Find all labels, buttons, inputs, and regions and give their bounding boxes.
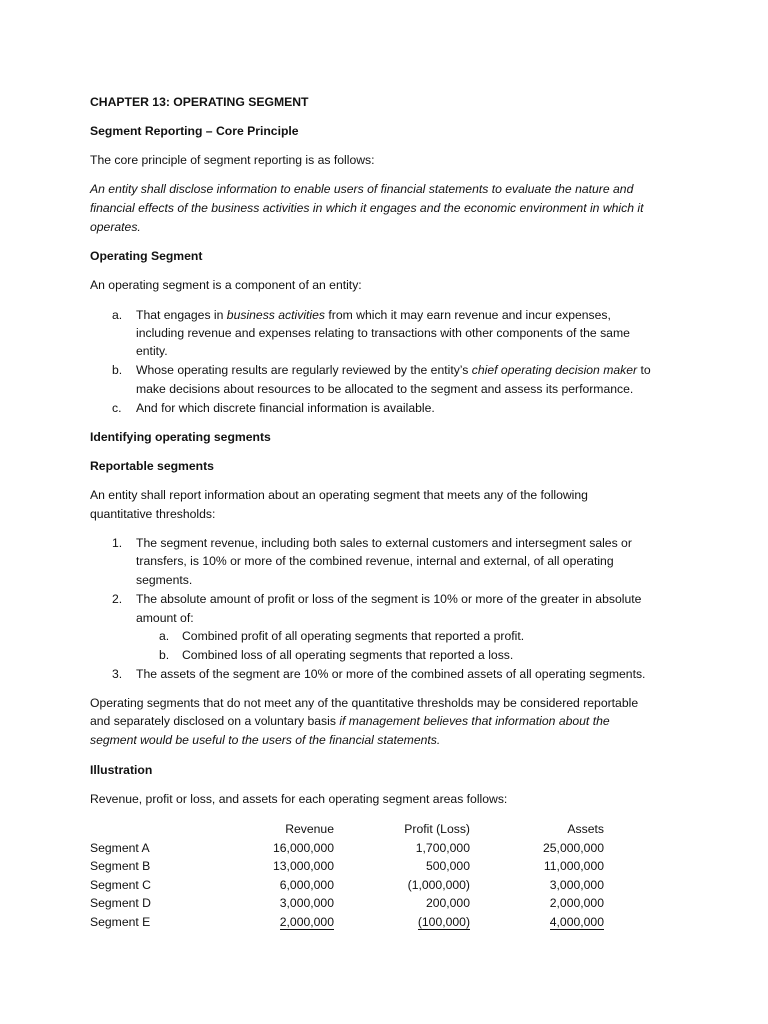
text-segment: from which it may earn revenue and incur expenses, [325, 308, 611, 322]
list-marker: 1. [112, 536, 123, 550]
operating-segment-intro: An operating segment is a component of an entity: [90, 278, 362, 292]
text-segment: and separately disclosed on a voluntary basis [90, 714, 340, 728]
emphasis-text: business activities [226, 308, 326, 322]
list-item-line [136, 306, 611, 325]
reportable-intro-line-1: An entity shall report information about an operating segment that meets any of the following [90, 488, 588, 502]
identifying-heading: Identifying operating segments [90, 430, 271, 444]
table-row [90, 857, 604, 876]
profit-cell: (1,000,000) [407, 877, 470, 892]
reportable-heading: Reportable segments [90, 459, 214, 473]
assets-cell: 3,000,000 [549, 877, 604, 892]
core-principle-intro: The core principle of segment reporting is as follows: [90, 153, 375, 167]
column-header: Assets [567, 822, 604, 836]
list-item-line: And for which discrete financial information is available. [136, 401, 435, 415]
list-marker: b. [159, 648, 170, 662]
core-principle-heading: Segment Reporting – Core Principle [90, 124, 299, 138]
segment-name-cell: Segment C [90, 877, 151, 892]
list-marker: 3. [112, 667, 123, 681]
list-item-line: including revenue and expenses relating to transactions with other components of the same [136, 326, 630, 340]
table-header-row [90, 820, 604, 839]
list-marker: c. [112, 401, 122, 415]
list-item-line: The absolute amount of profit or loss of the segment is 10% or more of the greater in absolute [136, 592, 642, 606]
list-item-line: make decisions about resources to be allocated to the segment and assess its performance. [136, 382, 634, 396]
table-row [90, 876, 604, 895]
segment-name-cell: Segment D [90, 896, 151, 911]
segment-name-cell: Segment E [90, 914, 151, 929]
operating-segment-heading: Operating Segment [90, 249, 203, 263]
revenue-cell: 3,000,000 [279, 896, 334, 911]
revenue-cell [250, 913, 334, 932]
underlined-value: 2,000,000 [279, 914, 334, 929]
list-item-line: The segment revenue, including both sales to external customers and intersegment sales or [136, 536, 632, 550]
assets-cell: 25,000,000 [543, 840, 604, 855]
list-marker: a. [112, 308, 123, 322]
list-item-line: transfers, is 10% or more of the combined revenue, internal and external, of all operating [136, 554, 614, 568]
assets-cell: 2,000,000 [549, 896, 604, 911]
assets-cell [470, 913, 604, 932]
sub-list-item: Combined loss of all operating segments that reported a loss. [182, 648, 514, 662]
assets-cell: 11,000,000 [543, 859, 604, 874]
list-item-line [136, 361, 651, 380]
illustration-heading: Illustration [90, 763, 153, 777]
list-item-line: segments. [136, 573, 193, 587]
note-line-1: Operating segments that do not meet any of the quantitative thresholds may be considered reportable [90, 696, 639, 710]
note-line-3: segment would be useful to the users of the financial statements. [90, 733, 441, 747]
column-header [90, 820, 250, 839]
list-item-line: amount of: [136, 611, 194, 625]
revenue-cell: 13,000,000 [273, 859, 334, 874]
profit-cell: 200,000 [425, 896, 470, 911]
underlined-value: (100,000) [417, 914, 470, 929]
revenue-cell: 6,000,000 [279, 877, 334, 892]
text-segment: Whose operating results are regularly reviewed by the entity’s [136, 363, 472, 377]
list-item-line: The assets of the segment are 10% or more of the combined assets of all operating segments. [136, 667, 646, 681]
table-row [90, 894, 604, 913]
emphasis-text: chief operating decision maker [471, 363, 638, 377]
underlined-value: 4,000,000 [549, 914, 604, 929]
list-marker: 2. [112, 592, 123, 606]
profit-cell: 500,000 [425, 859, 470, 874]
column-header: Revenue [285, 822, 334, 836]
profit-cell: 1,700,000 [415, 840, 470, 855]
list-marker: a. [159, 629, 170, 643]
list-marker: b. [112, 363, 123, 377]
table-row [90, 839, 604, 858]
segment-name-cell: Segment A [90, 840, 150, 855]
statement-line-2: financial effects of the business activities in which it engages and the economic environment in which it [90, 201, 644, 215]
reportable-intro-line-2: quantitative thresholds: [90, 507, 216, 521]
text-segment: That engages in [136, 308, 227, 322]
list-item-line: entity. [136, 344, 168, 358]
segment-data-table [90, 820, 604, 932]
note-line-2 [90, 712, 690, 731]
profit-cell [334, 913, 470, 932]
statement-line-1: An entity shall disclose information to enable users of financial statements to evaluate the nature and [90, 182, 634, 196]
chapter-title: CHAPTER 13: OPERATING SEGMENT [90, 95, 309, 109]
table-row [90, 913, 604, 932]
text-segment: to [637, 363, 651, 377]
sub-list-item: Combined profit of all operating segments that reported a profit. [182, 629, 525, 643]
column-header: Profit (Loss) [404, 822, 470, 836]
illustration-intro: Revenue, profit or loss, and assets for each operating segment areas follows: [90, 792, 508, 806]
statement-line-3: operates. [90, 220, 141, 234]
revenue-cell: 16,000,000 [273, 840, 334, 855]
segment-name-cell: Segment B [90, 859, 151, 874]
emphasis-text: if management believes that information about the [339, 714, 610, 728]
